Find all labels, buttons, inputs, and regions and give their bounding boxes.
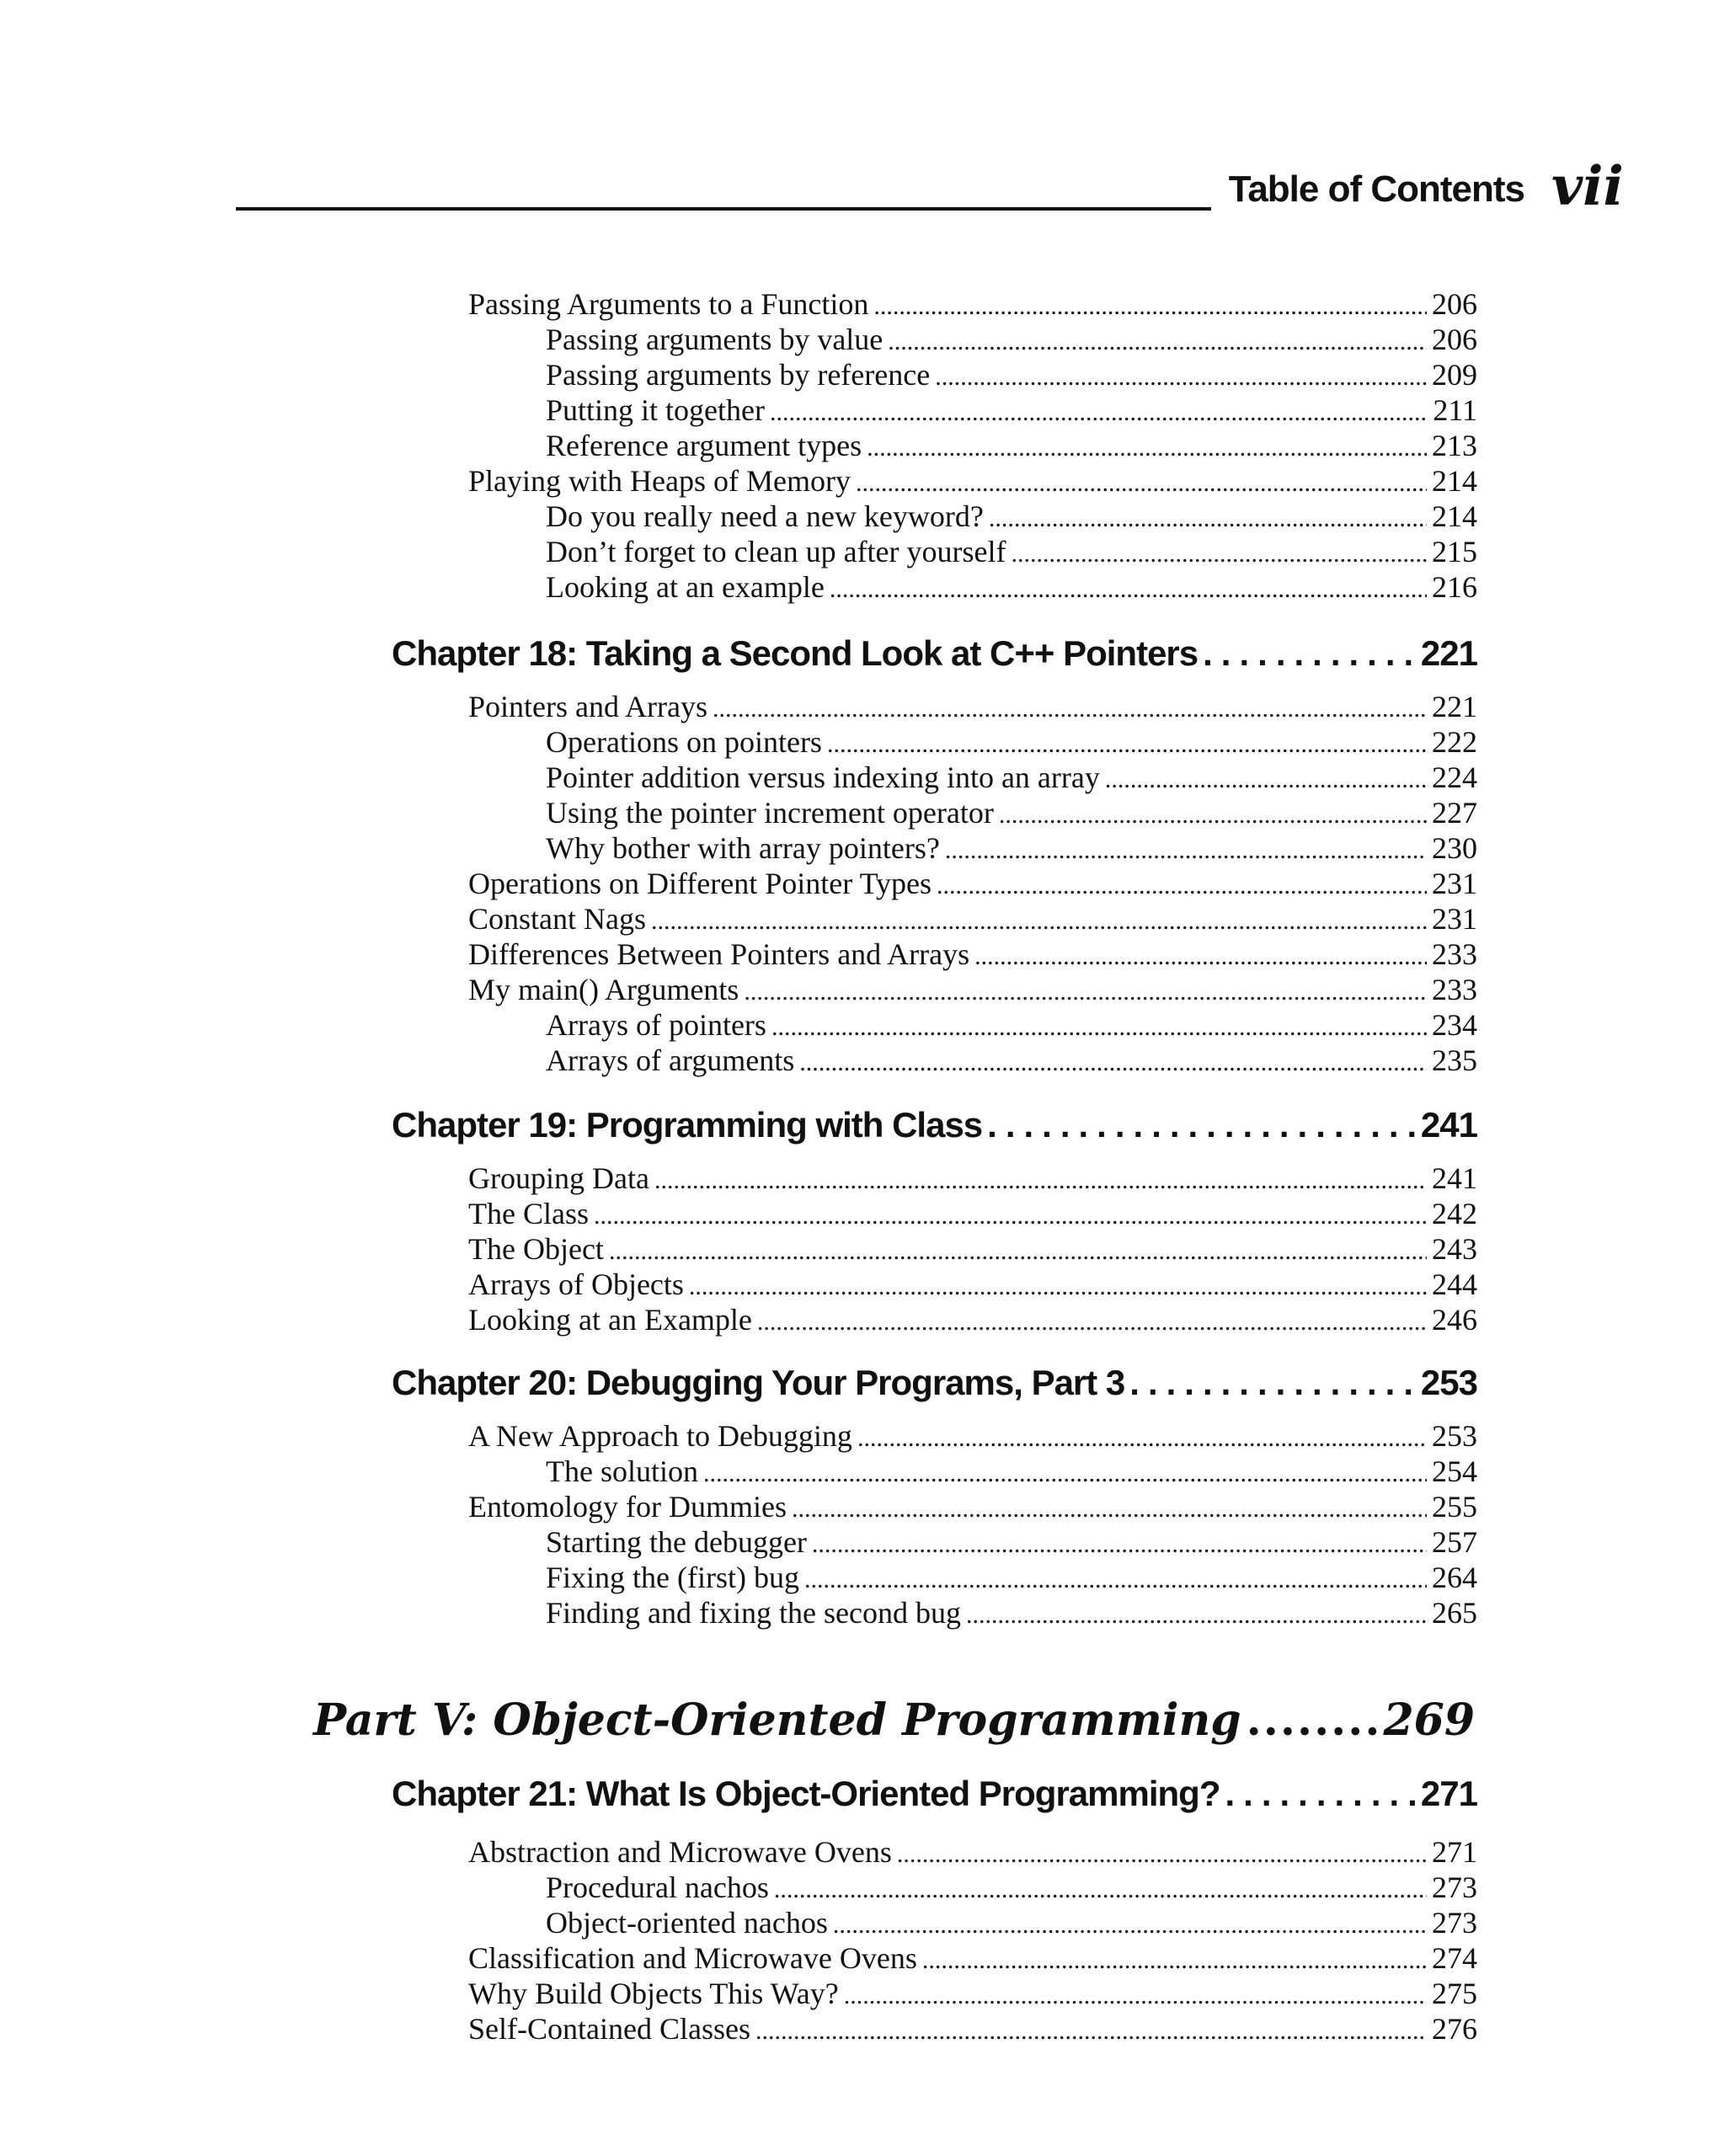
- toc-entry-title: Arrays of pointers: [546, 1008, 766, 1042]
- dot-leader: [989, 504, 1427, 533]
- toc-entry-page-number: 224: [1432, 760, 1477, 794]
- toc-entry-page-number: 271: [1432, 1835, 1477, 1869]
- toc-entry-page-number: 246: [1432, 1303, 1477, 1337]
- toc-entry-page-number: 216: [1432, 570, 1477, 604]
- dot-leader: [873, 292, 1427, 321]
- toc-entry-title: Abstraction and Microwave Ovens: [468, 1835, 892, 1869]
- toc-subsection-entry: [546, 724, 1477, 760]
- toc-entry-page-number: 227: [1432, 796, 1477, 830]
- toc-section-entry: [468, 1834, 1477, 1870]
- toc-subsection-entry: [546, 1595, 1477, 1630]
- toc-entry-title: The solution: [546, 1454, 698, 1488]
- dot-leader: [830, 575, 1427, 604]
- dot-leader: [974, 942, 1427, 971]
- header-page-number: vii: [1551, 155, 1624, 218]
- toc-entry-title: Pointers and Arrays: [468, 690, 707, 723]
- toc-entry-page-number: 215: [1432, 535, 1477, 568]
- toc-entry-page-number: 253: [1420, 1363, 1477, 1402]
- toc-entry-title: Passing arguments by value: [546, 323, 884, 356]
- toc-entry-page-number: 214: [1432, 464, 1477, 498]
- toc-entry-page-number: 222: [1432, 725, 1477, 759]
- toc-entry-page-number: 273: [1432, 1870, 1477, 1904]
- dot-leader: [812, 1530, 1427, 1559]
- toc-entry-title: Starting the debugger: [546, 1525, 807, 1559]
- toc-entry-page-number: 264: [1432, 1561, 1477, 1594]
- toc-entry-title: Operations on pointers: [546, 725, 822, 759]
- toc-section-entry: [468, 866, 1477, 901]
- toc-entry-title: Entomology for Dummies: [468, 1490, 787, 1524]
- dot-leader: [689, 1273, 1427, 1301]
- toc-subsection-entry: [546, 1905, 1477, 1940]
- toc-entry-page-number: 231: [1432, 867, 1477, 900]
- dot-leader: [755, 2017, 1427, 2046]
- toc-entry-title: Playing with Heaps of Memory: [468, 464, 851, 498]
- toc-entry-title: Chapter 19: Programming with Class: [392, 1105, 983, 1145]
- dot-leader: [999, 801, 1427, 830]
- dot-leader: [1203, 633, 1416, 674]
- toc-entry-title: Object-oriented nachos: [546, 1906, 828, 1940]
- dot-leader: [937, 872, 1427, 900]
- toc-entry-title: Procedural nachos: [546, 1870, 769, 1904]
- toc-entry-page-number: 233: [1432, 973, 1477, 1006]
- toc-entry-title: Using the pointer increment operator: [546, 796, 994, 830]
- toc-chapter-heading: [392, 1105, 1477, 1147]
- dot-leader: [713, 695, 1427, 723]
- dot-leader: [897, 1840, 1427, 1869]
- toc-entry-page-number: 213: [1432, 429, 1477, 462]
- toc-subsection-entry: [546, 534, 1477, 569]
- toc-subsection-entry: [546, 499, 1477, 534]
- dot-leader: [594, 1202, 1427, 1230]
- toc-entry-page-number: 214: [1432, 499, 1477, 533]
- toc-subsection-entry: [546, 760, 1477, 795]
- dot-leader: [966, 1601, 1427, 1630]
- toc-entry-page-number: 211: [1433, 393, 1477, 427]
- toc-entry-page-number: 231: [1432, 902, 1477, 936]
- toc-entry-title: Chapter 20: Debugging Your Programs, Part 3: [392, 1363, 1125, 1402]
- toc-entry-page-number: 273: [1432, 1906, 1477, 1940]
- toc-entry-page-number: 275: [1432, 1977, 1477, 2010]
- toc-entry-title: Don’t forget to clean up after yourself: [546, 535, 1006, 568]
- dot-leader: [609, 1237, 1427, 1266]
- toc-entry-page-number: 274: [1432, 1941, 1477, 1975]
- toc-section-entry: [468, 1418, 1477, 1454]
- dot-leader: [888, 328, 1427, 356]
- toc-chapter-heading: [392, 633, 1477, 675]
- toc-section-entry: [468, 2011, 1477, 2047]
- toc-entry-page-number: 243: [1432, 1232, 1477, 1266]
- dot-leader: [1225, 1774, 1415, 1814]
- toc-entry-page-number: 206: [1432, 287, 1477, 321]
- toc-section-entry: [468, 972, 1477, 1007]
- toc-entry-title: Finding and fixing the second bug: [546, 1596, 961, 1630]
- dot-leader: [757, 1308, 1427, 1337]
- dot-leader: [987, 1105, 1416, 1145]
- toc-subsection-entry: [546, 1454, 1477, 1489]
- toc-chapter-heading: [392, 1363, 1477, 1405]
- toc-section-entry: [468, 1231, 1477, 1267]
- toc-section-entry: [468, 937, 1477, 972]
- dot-leader: [827, 730, 1427, 759]
- toc-subsection-entry: [546, 1560, 1477, 1595]
- toc-entry-title: Arrays of arguments: [546, 1043, 795, 1077]
- toc-entry-title: Arrays of Objects: [468, 1267, 684, 1301]
- toc-subsection-entry: [546, 357, 1477, 392]
- toc-entry-page-number: 230: [1432, 831, 1477, 865]
- toc-subsection-entry: [546, 1007, 1477, 1043]
- toc-entry-page-number: 221: [1420, 633, 1477, 673]
- dot-leader: [770, 398, 1428, 427]
- toc-entry-title: A New Approach to Debugging: [468, 1419, 852, 1453]
- dot-leader: [703, 1460, 1427, 1488]
- toc-entry-page-number: 221: [1432, 690, 1477, 723]
- toc-entry-title: Classification and Microwave Ovens: [468, 1941, 917, 1975]
- dot-leader: [744, 978, 1427, 1006]
- toc-entry-title: Grouping Data: [468, 1161, 649, 1195]
- toc-chapter-heading: [392, 1774, 1477, 1816]
- toc-section-entry: [468, 1302, 1477, 1337]
- dot-leader: [1012, 540, 1428, 568]
- toc-entry-title: Do you really need a new keyword?: [546, 499, 984, 533]
- dot-leader: [792, 1495, 1427, 1524]
- dot-leader: [774, 1876, 1427, 1904]
- toc-subsection-entry: [546, 392, 1477, 428]
- toc-section-entry: [468, 689, 1477, 724]
- toc-entry-page-number: 269: [1383, 1694, 1475, 1746]
- dot-leader: [945, 836, 1427, 865]
- dot-leader: [1129, 1363, 1416, 1403]
- toc-entry-title: Looking at an example: [546, 570, 825, 604]
- dot-leader: [935, 363, 1427, 392]
- toc-section-entry: [468, 901, 1477, 937]
- dot-leader: [856, 469, 1427, 498]
- header-title: Table of Contents: [1228, 168, 1524, 210]
- toc-subsection-entry: [546, 795, 1477, 830]
- toc-entry-page-number: 242: [1432, 1197, 1477, 1230]
- toc-entry-page-number: 271: [1420, 1774, 1477, 1813]
- toc-entry-page-number: 233: [1432, 937, 1477, 971]
- toc-entry-page-number: 241: [1420, 1105, 1477, 1145]
- toc-entry-page-number: 235: [1432, 1043, 1477, 1077]
- toc-entry-title: The Object: [468, 1232, 604, 1266]
- toc-entry-title: Passing arguments by reference: [546, 358, 931, 392]
- dot-leader: [867, 434, 1427, 462]
- toc-entry-title: Fixing the (first) bug: [546, 1561, 799, 1594]
- toc-entry-page-number: 209: [1432, 358, 1477, 392]
- toc-subsection-entry: [546, 428, 1477, 463]
- toc-subsection-entry: [546, 322, 1477, 357]
- toc-entry-title: Differences Between Pointers and Arrays: [468, 937, 970, 971]
- toc-entry-page-number: 206: [1432, 323, 1477, 356]
- toc-entry-page-number: 255: [1432, 1490, 1477, 1524]
- dot-leader: [1247, 1694, 1379, 1746]
- dot-leader: [771, 1013, 1427, 1042]
- dot-leader: [654, 1166, 1427, 1195]
- toc-subsection-entry: [546, 830, 1477, 866]
- toc-entry-title: My main() Arguments: [468, 973, 739, 1006]
- toc-part-heading: [313, 1694, 1475, 1747]
- toc-entry-title: Pointer addition versus indexing into an array: [546, 760, 1100, 794]
- toc-entry-page-number: 241: [1432, 1161, 1477, 1195]
- toc-entry-page-number: 244: [1432, 1267, 1477, 1301]
- toc-section-entry: [468, 1267, 1477, 1302]
- dot-leader: [799, 1049, 1427, 1077]
- toc-entry-page-number: 254: [1432, 1454, 1477, 1488]
- toc-section-entry: [468, 1489, 1477, 1524]
- toc-subsection-entry: [546, 569, 1477, 605]
- toc-entry-title: Passing Arguments to a Function: [468, 287, 869, 321]
- toc-entry-page-number: 234: [1432, 1008, 1477, 1042]
- toc-entry-page-number: 265: [1432, 1596, 1477, 1630]
- dot-leader: [857, 1424, 1427, 1453]
- toc-section-entry: [468, 1940, 1477, 1976]
- toc-entry-title: Putting it together: [546, 393, 765, 427]
- toc-entry-page-number: 257: [1432, 1525, 1477, 1559]
- toc-entry-page-number: 276: [1432, 2012, 1477, 2046]
- toc-entry-title: Chapter 21: What Is Object-Oriented Programming?: [392, 1774, 1220, 1813]
- toc-entry-title: Constant Nags: [468, 902, 646, 936]
- toc-entry-title: The Class: [468, 1197, 589, 1230]
- toc-entry-title: Why bother with array pointers?: [546, 831, 940, 865]
- toc-entry-title: Operations on Different Pointer Types: [468, 867, 932, 900]
- toc-section-entry: [468, 1976, 1477, 2011]
- toc-section-entry: [468, 286, 1477, 322]
- toc-subsection-entry: [546, 1524, 1477, 1560]
- toc-entry-title: Part V: Object-Oriented Programming: [313, 1694, 1241, 1746]
- toc-entry-page-number: 253: [1432, 1419, 1477, 1453]
- toc-entry-title: Looking at an Example: [468, 1303, 752, 1337]
- dot-leader: [833, 1911, 1427, 1940]
- toc-entry-title: Why Build Objects This Way?: [468, 1977, 839, 2010]
- dot-leader: [651, 907, 1427, 936]
- dot-leader: [1105, 766, 1427, 794]
- toc-section-entry: [468, 1161, 1477, 1196]
- toc-entry-title: Self-Contained Classes: [468, 2012, 750, 2046]
- toc-entry-title: Chapter 18: Taking a Second Look at C++ Pointers: [392, 633, 1198, 673]
- dot-leader: [844, 1982, 1427, 2010]
- toc-section-entry: [468, 463, 1477, 499]
- toc-subsection-entry: [546, 1870, 1477, 1905]
- toc-subsection-entry: [546, 1043, 1477, 1078]
- toc-entry-title: Reference argument types: [546, 429, 862, 462]
- dot-leader: [804, 1566, 1427, 1594]
- toc-section-entry: [468, 1196, 1477, 1231]
- dot-leader: [922, 1946, 1427, 1975]
